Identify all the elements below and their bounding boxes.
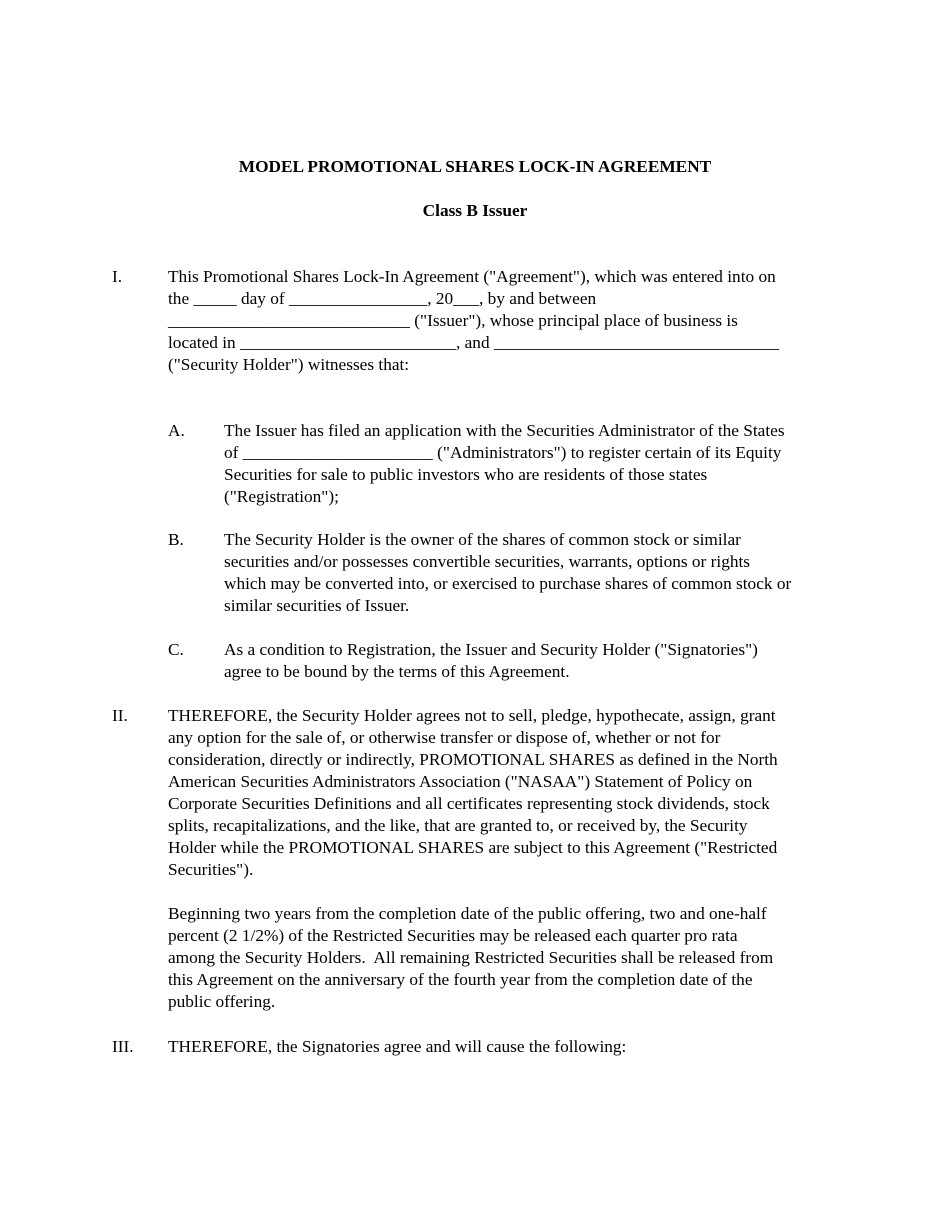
text-line: the _____ day of ________________, 20___, by and between <box>168 289 597 308</box>
text-line: among the Security Holders. All remaining Restricted Securities shall be released from <box>168 948 774 967</box>
text-line: of ______________________ ("Administrators") to register certain of its Equity <box>224 443 782 462</box>
text-line: securities and/or possesses convertible securities, warrants, options or rights <box>224 552 750 571</box>
text-line: located in _________________________, and _________________________________ <box>168 333 780 352</box>
text-line: this Agreement on the anniversary of the fourth year from the completion date of the <box>168 970 753 989</box>
clause-letter: C. <box>168 640 184 659</box>
text-line: The Security Holder is the owner of the shares of common stock or similar <box>224 530 741 549</box>
text-line: splits, recapitalizations, and the like, that are granted to, or received by, the Security <box>168 816 748 835</box>
text-line: public offering. <box>168 992 276 1011</box>
clause-text <box>224 639 844 683</box>
document-title: MODEL PROMOTIONAL SHARES LOCK-IN AGREEMENT <box>238 157 712 176</box>
section-numeral: I. <box>112 267 123 286</box>
text-line: Beginning two years from the completion date of the public offering, two and one-half <box>168 904 767 923</box>
section-text <box>168 903 848 1013</box>
text-line: As a condition to Registration, the Issuer and Security Holder ("Signatories") <box>224 640 758 659</box>
text-line: The Issuer has filed an application with the Securities Administrator of the States <box>224 421 785 440</box>
text-line: similar securities of Issuer. <box>224 596 410 615</box>
section-text <box>168 705 848 881</box>
text-line: American Securities Administrators Association ("NASAA") Statement of Policy on <box>168 772 753 791</box>
text-line: agree to be bound by the terms of this Agreement. <box>224 662 570 681</box>
text-line: consideration, directly or indirectly, PROMOTIONAL SHARES as defined in the North <box>168 750 778 769</box>
text-line: which may be converted into, or exercised to purchase shares of common stock or <box>224 574 792 593</box>
section-text <box>168 266 848 376</box>
section-text <box>168 1036 848 1058</box>
clause-text <box>224 420 844 508</box>
section-numeral: II. <box>112 706 128 725</box>
text-line: any option for the sale of, or otherwise transfer or dispose of, whether or not for <box>168 728 721 747</box>
clause-text <box>224 529 844 617</box>
text-line: Securities"). <box>168 860 254 879</box>
text-line: THEREFORE, the Signatories agree and will cause the following: <box>168 1037 627 1056</box>
text-line: Securities for sale to public investors who are residents of those states <box>224 465 708 484</box>
clause-letter: B. <box>168 530 184 549</box>
clause-letter: A. <box>168 421 185 440</box>
text-line: Corporate Securities Definitions and all certificates representing stock dividends, stock <box>168 794 770 813</box>
text-line: THEREFORE, the Security Holder agrees not to sell, pledge, hypothecate, assign, grant <box>168 706 776 725</box>
document-subtitle: Class B Issuer <box>422 201 528 220</box>
text-line: ____________________________ ("Issuer"), whose principal place of business is <box>168 311 738 330</box>
text-line: percent (2 1/2%) of the Restricted Securities may be released each quarter pro rata <box>168 926 738 945</box>
section-numeral: III. <box>112 1037 134 1056</box>
text-line: ("Security Holder") witnesses that: <box>168 355 410 374</box>
text-line: Holder while the PROMOTIONAL SHARES are subject to this Agreement ("Restricted <box>168 838 778 857</box>
text-line: This Promotional Shares Lock-In Agreement ("Agreement"), which was entered into on <box>168 267 776 286</box>
text-line: ("Registration"); <box>224 487 339 506</box>
